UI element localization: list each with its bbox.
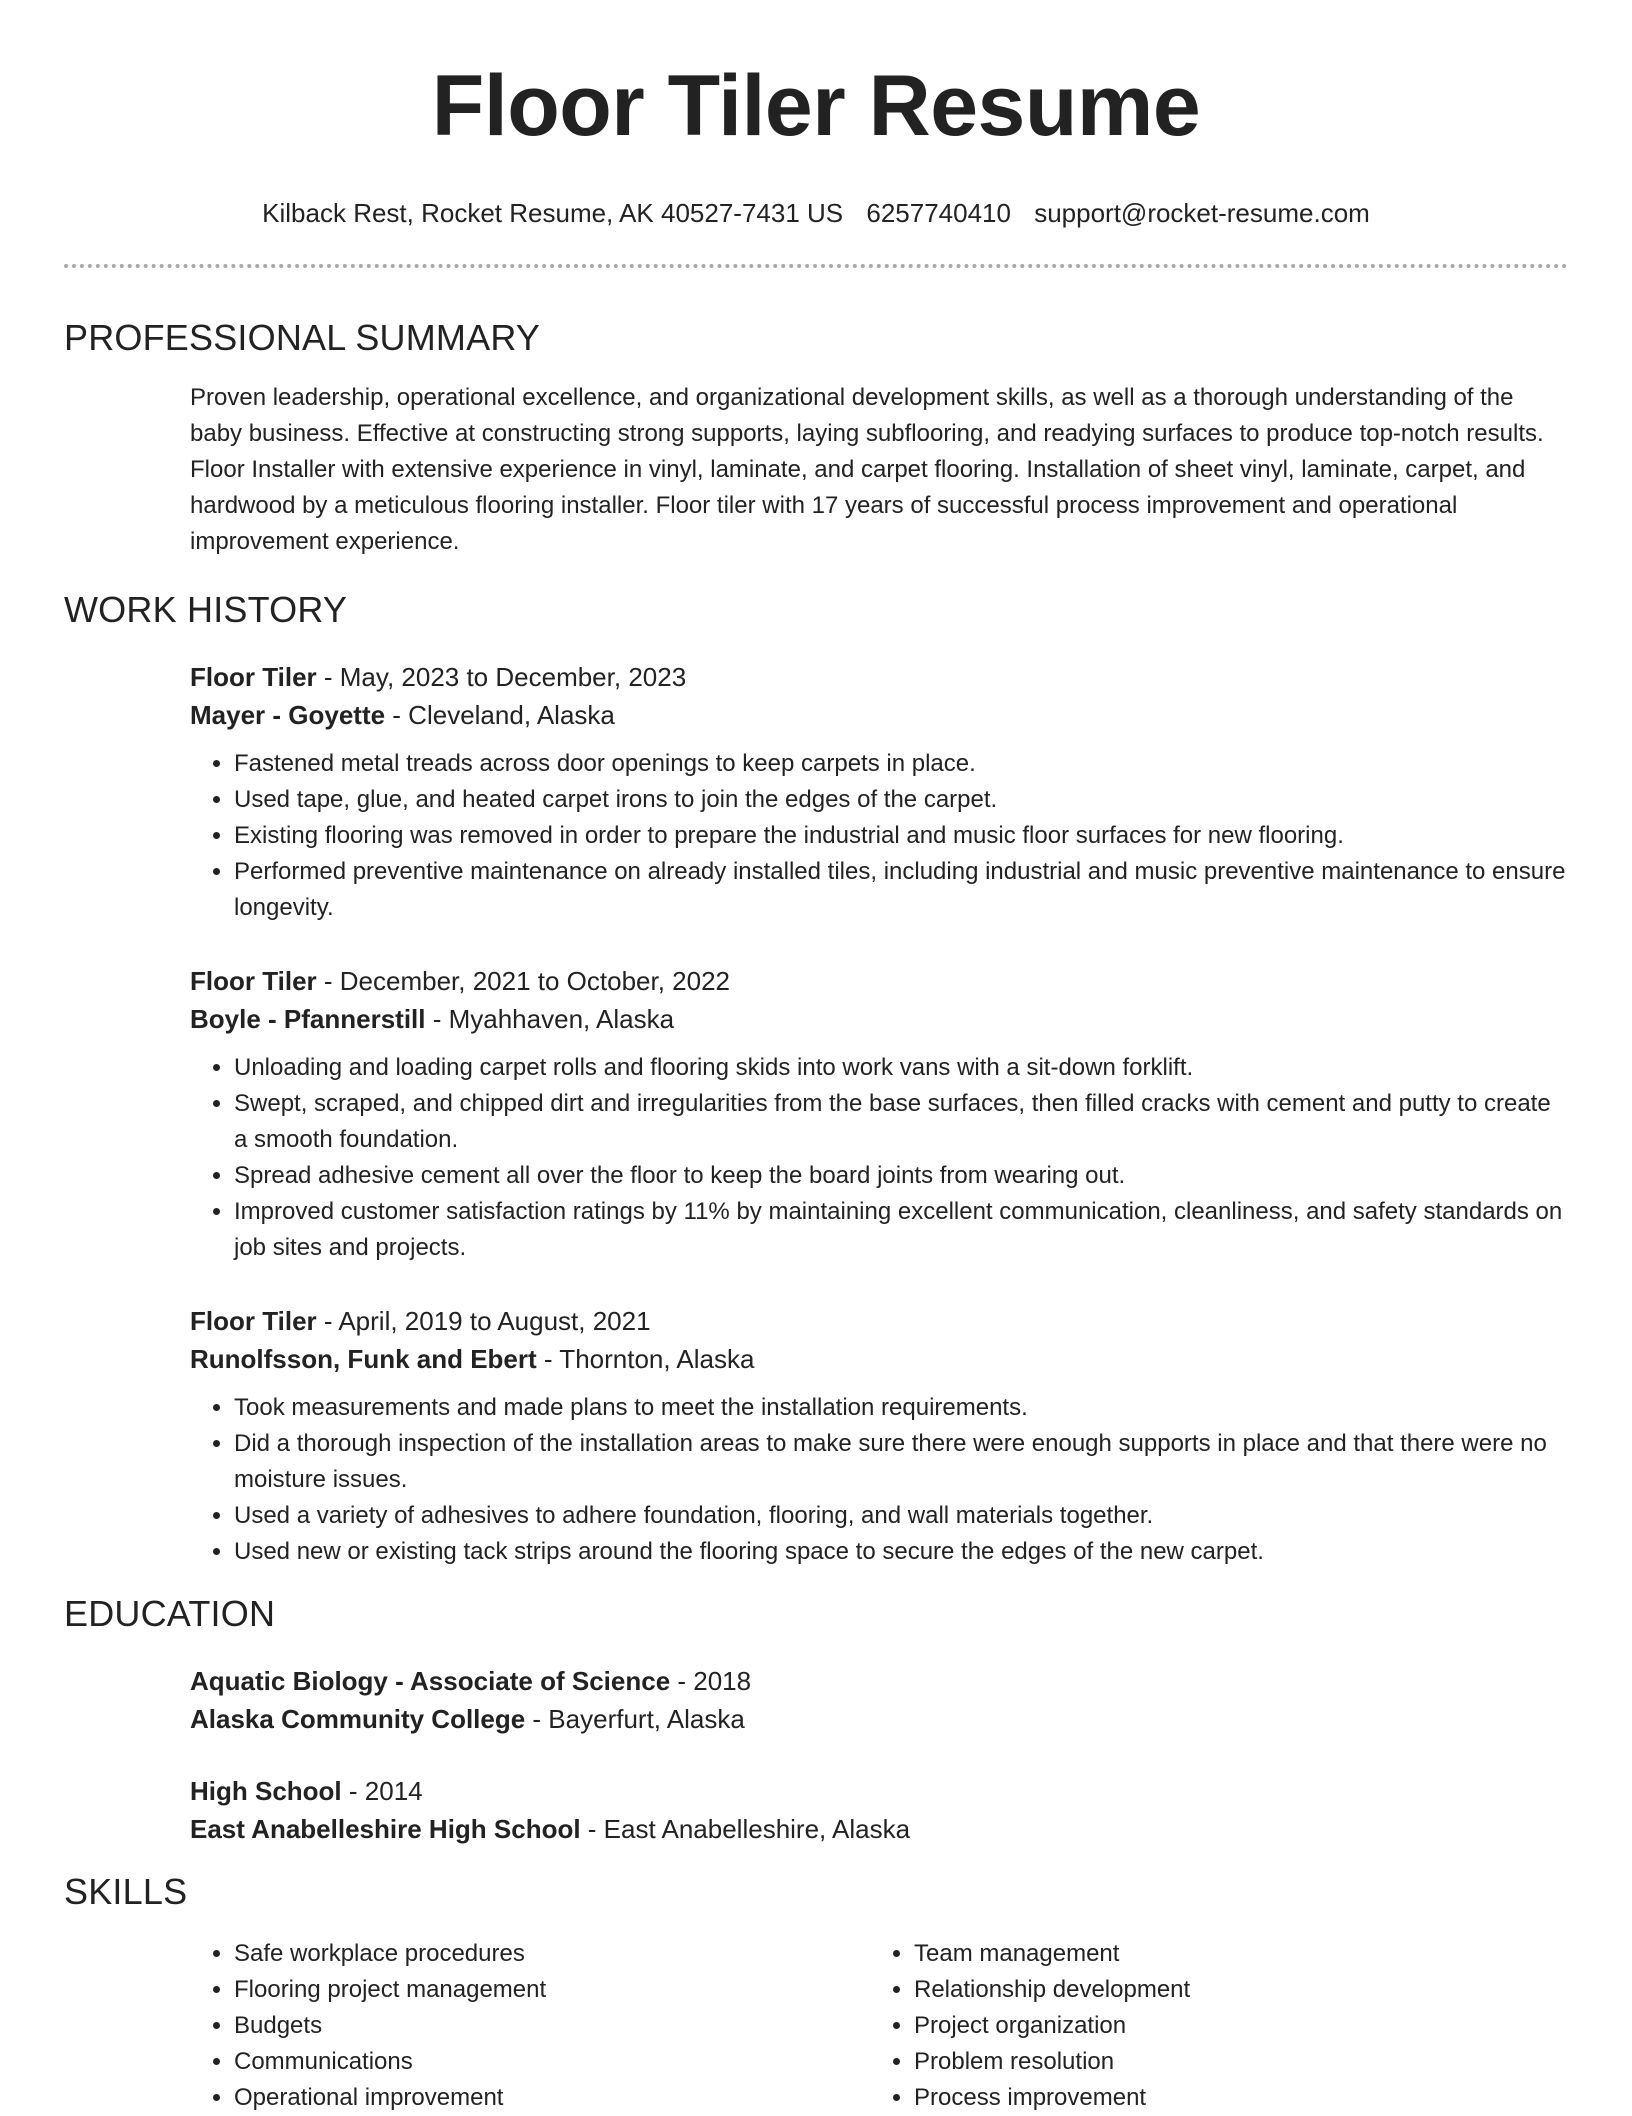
education-year: - 2018 xyxy=(670,1666,752,1696)
job-bullet: • Spread adhesive cement all over the floor to keep the board joints from wearing out. xyxy=(234,1158,1568,1194)
skill-item: • Project organization xyxy=(914,2008,1474,2044)
contact-address: Kilback Rest, Rocket Resume, AK 40527-7431 US xyxy=(262,198,844,228)
job-bullet: • Performed preventive maintenance on already installed tiles, including industrial and music preventive maintenance to ensure longevity. xyxy=(234,854,1568,926)
skill-item: • Operational improvement xyxy=(234,2080,870,2116)
job-company-line xyxy=(190,1000,1568,1038)
skills-column-left xyxy=(190,1936,870,2116)
education-entry xyxy=(190,1772,1568,1848)
job-bullet: • Took measurements and made plans to meet the installation requirements. xyxy=(234,1390,1568,1426)
skill-item: • Team management xyxy=(914,1936,1474,1972)
skill-item: • Problem resolution xyxy=(914,2044,1474,2080)
job-bullet: • Fastened metal treads across door openings to keep carpets in place. xyxy=(234,746,1568,782)
summary-text: Proven leadership, operational excellence, and organizational development skills, as well as a thorough understanding of the baby business. Effective at constructing strong supports, laying subflooring, and readying surfaces to produce top-notch results. Floor Installer with extensive experience in vinyl, laminate, and carpet flooring. Installation of sheet vinyl, laminate, carpet, and hardwood by a meticulous flooring installer. Floor tiler with 17 years of successful process improvement and operational improvement experience. xyxy=(190,384,1544,555)
contact-line xyxy=(0,198,1632,228)
job-dates: - December, 2021 to October, 2022 xyxy=(316,966,731,996)
job-bullet: • Existing flooring was removed in order to prepare the industrial and music floor surfaces for new flooring. xyxy=(234,818,1568,854)
education-entry xyxy=(190,1662,1568,1738)
education-location: - Bayerfurt, Alaska xyxy=(525,1704,745,1734)
job-dates: - April, 2019 to August, 2021 xyxy=(316,1306,651,1336)
job-entry xyxy=(190,658,1568,926)
education-school: East Anabelleshire High School xyxy=(190,1814,581,1844)
job-bullet: • Swept, scraped, and chipped dirt and irregularities from the base surfaces, then filled cracks with cement and putty to create a smooth foundation. xyxy=(234,1086,1568,1158)
header-divider xyxy=(64,264,1568,268)
education-heading: EDUCATION xyxy=(64,1593,276,1634)
skills-column-right xyxy=(870,1936,1474,2116)
job-bullet: • Improved customer satisfaction ratings by 11% by maintaining excellent communication, cleanliness, and safety standards on job sites and projects. xyxy=(234,1194,1568,1266)
skill-item: • Budgets xyxy=(234,2008,870,2044)
job-role: Floor Tiler xyxy=(190,1306,317,1336)
education-section xyxy=(0,1592,1632,1848)
education-school: Alaska Community College xyxy=(190,1704,526,1734)
summary-section xyxy=(0,316,1632,560)
job-company-line xyxy=(190,696,1568,734)
job-bullet: • Did a thorough inspection of the installation areas to make sure there were enough supports in place and that there were no moisture issues. xyxy=(234,1426,1568,1498)
summary-heading: PROFESSIONAL SUMMARY xyxy=(64,317,541,358)
job-location: - Thornton, Alaska xyxy=(536,1344,755,1374)
work-history-heading: WORK HISTORY xyxy=(64,589,348,630)
job-bullets xyxy=(190,1050,1568,1266)
education-degree-line xyxy=(190,1772,1568,1810)
job-company: Boyle - Pfannerstill xyxy=(190,1004,426,1034)
job-bullets xyxy=(190,746,1568,926)
education-school-line xyxy=(190,1810,1568,1848)
skill-item: • Process improvement xyxy=(914,2080,1474,2116)
job-bullet: • Used tape, glue, and heated carpet irons to join the edges of the carpet. xyxy=(234,782,1568,818)
job-dates: - May, 2023 to December, 2023 xyxy=(316,662,687,692)
job-entry xyxy=(190,962,1568,1266)
education-year: - 2014 xyxy=(341,1776,423,1806)
job-bullet: • Used new or existing tack strips around the flooring space to secure the edges of the new carpet. xyxy=(234,1534,1568,1570)
skills-section xyxy=(0,1870,1632,2116)
job-bullets xyxy=(190,1390,1568,1570)
job-role-line xyxy=(190,962,1568,1000)
job-role-line xyxy=(190,1302,1568,1340)
work-history-section xyxy=(0,588,1632,1570)
job-company: Runolfsson, Funk and Ebert xyxy=(190,1344,537,1374)
education-school-line xyxy=(190,1700,1568,1738)
education-degree: High School xyxy=(190,1776,342,1806)
job-location: - Cleveland, Alaska xyxy=(385,700,615,730)
contact-email: support@rocket-resume.com xyxy=(1034,198,1370,228)
skills-grid xyxy=(190,1936,1568,2116)
job-location: - Myahhaven, Alaska xyxy=(425,1004,675,1034)
education-degree-line xyxy=(190,1662,1568,1700)
contact-phone: 6257740410 xyxy=(866,198,1011,228)
skill-item: • Communications xyxy=(234,2044,870,2080)
job-company: Mayer - Goyette xyxy=(190,700,386,730)
job-entry xyxy=(190,1302,1568,1570)
resume-title: Floor Tiler Resume xyxy=(431,58,1201,154)
job-role: Floor Tiler xyxy=(190,966,317,996)
job-role: Floor Tiler xyxy=(190,662,317,692)
skill-item: • Relationship development xyxy=(914,1972,1474,2008)
education-degree: Aquatic Biology - Associate of Science xyxy=(190,1666,671,1696)
job-company-line xyxy=(190,1340,1568,1378)
skill-item: • Flooring project management xyxy=(234,1972,870,2008)
skills-heading: SKILLS xyxy=(64,1871,188,1912)
education-location: - East Anabelleshire, Alaska xyxy=(580,1814,911,1844)
skill-item: • Safe workplace procedures xyxy=(234,1936,870,1972)
job-role-line xyxy=(190,658,1568,696)
job-bullet: • Used a variety of adhesives to adhere foundation, flooring, and wall materials together. xyxy=(234,1498,1568,1534)
job-bullet: • Unloading and loading carpet rolls and flooring skids into work vans with a sit-down forklift. xyxy=(234,1050,1568,1086)
